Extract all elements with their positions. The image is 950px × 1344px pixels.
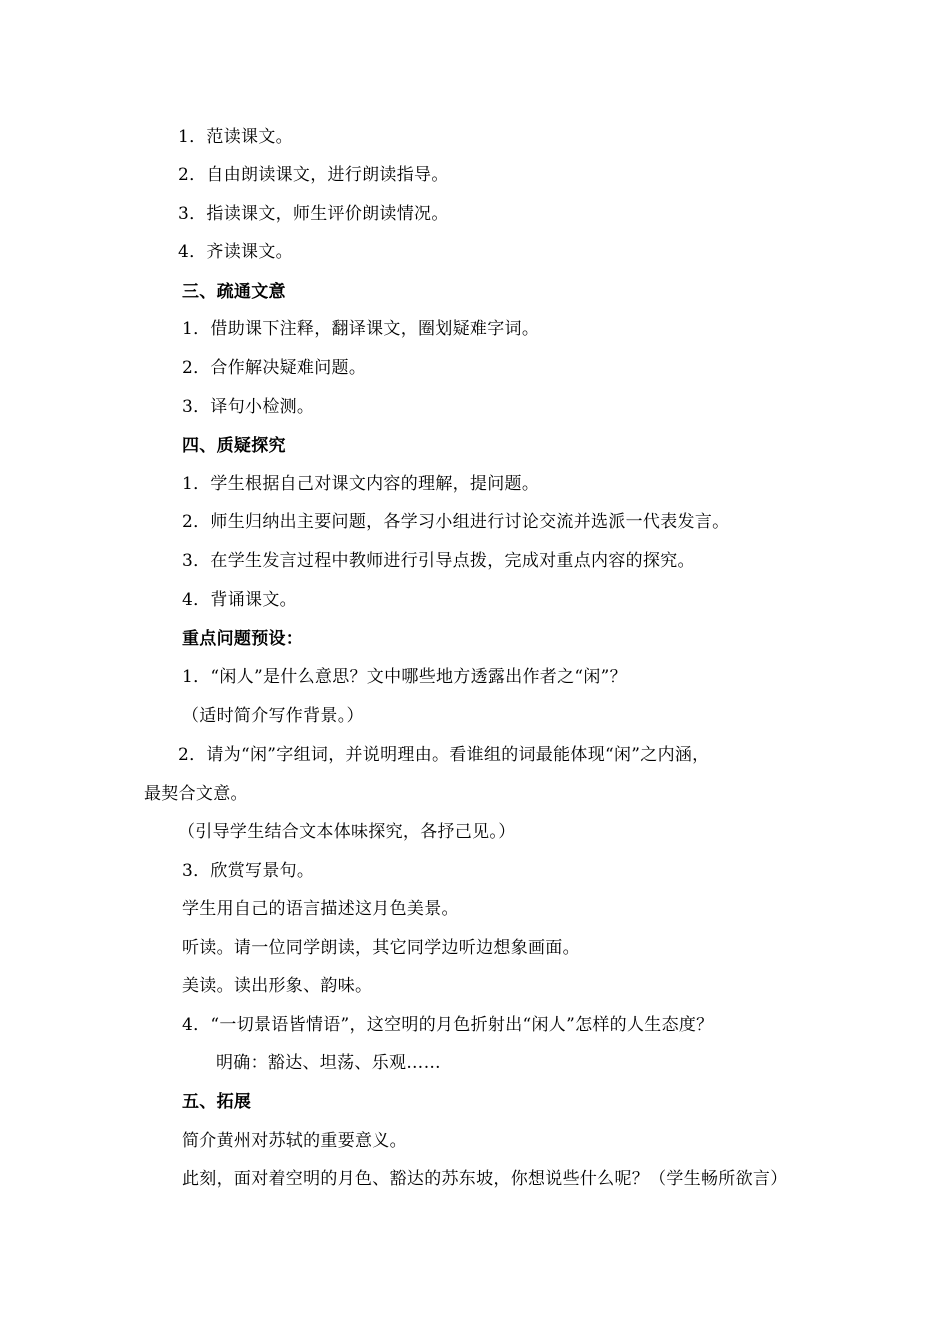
key-questions-heading: 重点问题预设： [182,629,304,649]
extension-huangzhou: 简介黄州对苏轼的重要意义。 [182,1131,407,1151]
question-2: 2．请为“闲”字组词，并说明理由。看谁组的词最能体现“闲”之内涵， [178,745,710,765]
question-1: 1．“闲人”是什么意思？文中哪些地方透露出作者之“闲”？ [182,667,627,687]
step-recite: 4．背诵课文。 [182,590,297,610]
step-free-reading: 2．自由朗读课文，进行朗读指导。 [178,165,449,185]
step-quiz: 3．译句小检测。 [182,397,315,417]
question-1-note: （适时简介写作背景。） [182,706,364,726]
question-3-beauty-read: 美读。读出形象、韵味。 [182,976,373,996]
step-assigned-reading: 3．指读课文，师生评价朗读情况。 [178,204,449,224]
question-3-listen: 听读。请一位同学朗读，其它同学边听边想象画面。 [182,938,580,958]
section-heading-4: 四、质疑探究 [182,436,286,456]
question-4-answer: 明确：豁达、坦荡、乐观…… [216,1053,441,1073]
step-ask-questions: 1．学生根据自己对课文内容的理解，提问题。 [182,474,540,494]
extension-reflection: 此刻，面对着空明的月色、豁达的苏东坡，你想说些什么呢？（学生畅所欲言） [182,1169,788,1189]
section-heading-3: 三、疏通文意 [182,282,286,302]
step-group-discussion: 2．师生归纳出主要问题，各学习小组进行讨论交流并选派一代表发言。 [182,512,730,532]
section-heading-5: 五、拓展 [182,1092,252,1112]
question-2-note: （引导学生结合文本体味探究，各抒己见。） [178,822,516,842]
step-read-aloud-model: 1．范读课文。 [178,127,293,147]
question-4: 4．“一切景语皆情语”，这空明的月色折射出“闲人”怎样的人生态度？ [182,1015,714,1035]
question-3-describe: 学生用自己的语言描述这月色美景。 [182,899,459,919]
question-3: 3．欣赏写景句。 [182,861,315,881]
step-teacher-guidance: 3．在学生发言过程中教师进行引导点拨，完成对重点内容的探究。 [182,551,695,571]
step-choral-reading: 4．齐读课文。 [178,242,293,262]
step-translate: 1．借助课下注释，翻译课文，圈划疑难字词。 [182,319,540,339]
question-2-continued: 最契合文意。 [144,784,248,804]
step-cooperate: 2．合作解决疑难问题。 [182,358,367,378]
